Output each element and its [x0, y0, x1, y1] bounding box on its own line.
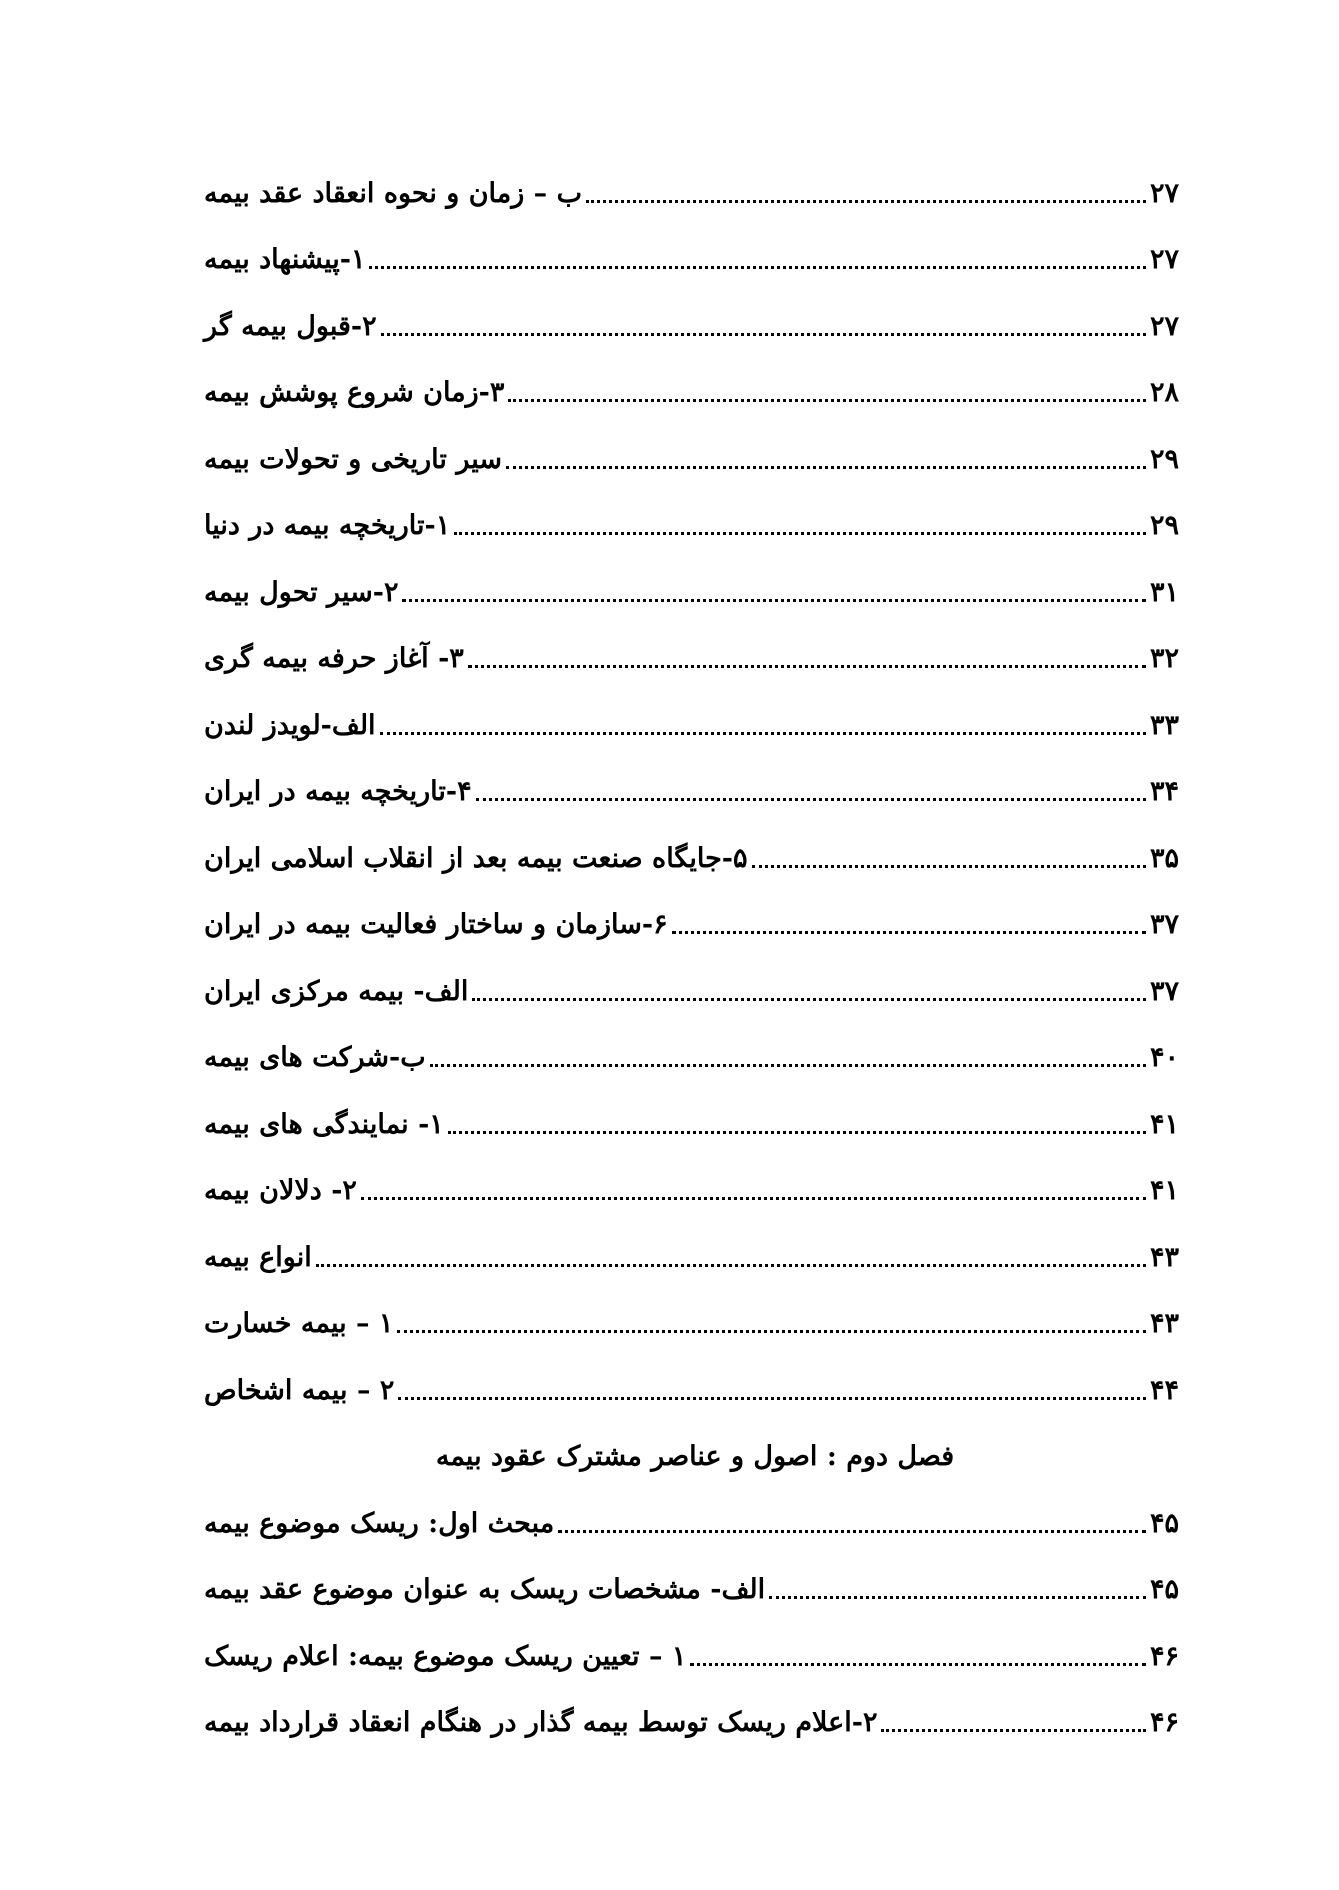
toc-page-number: ۴۶: [1150, 1640, 1180, 1672]
toc-entry-title: ب-شرکت های بیمه: [204, 1042, 426, 1074]
toc-entry[interactable]: [200, 1357, 1190, 1424]
toc-entry[interactable]: [200, 759, 1190, 826]
toc-entry-title: ۱-پیشنهاد بیمه: [204, 244, 366, 276]
toc-entry[interactable]: [200, 1091, 1190, 1158]
toc-entry-title: ۱- نمایندگی های بیمه: [204, 1108, 444, 1140]
toc-page-number: ۲۹: [1150, 443, 1180, 475]
toc-entry-title: ۱-تاریخچه بیمه در دنیا: [204, 510, 451, 542]
toc-page-number: ۳۲: [1150, 643, 1180, 675]
toc-entry-title: ۲ – بیمه اشخاص: [204, 1374, 395, 1406]
toc-page-number: ۴۶: [1150, 1707, 1180, 1739]
toc-entry-title: الف- بیمه مرکزی ایران: [204, 975, 469, 1007]
toc-leader-dots: [672, 931, 1146, 934]
toc-page-number: ۳۵: [1150, 842, 1180, 874]
toc-leader-dots: [402, 599, 1146, 602]
toc-entry[interactable]: [200, 1025, 1190, 1092]
toc-entry[interactable]: [200, 160, 1190, 227]
toc-leader-dots: [397, 1330, 1146, 1333]
toc-leader-dots: [381, 333, 1146, 336]
toc-page-number: ۴۰: [1150, 1042, 1180, 1074]
toc-page-number: ۴۴: [1150, 1374, 1180, 1406]
toc-entry-title: ۶-سازمان و ساختار فعالیت بیمه در ایران: [204, 909, 668, 941]
toc-entry-title: مبحث اول: ریسک موضوع بیمه: [204, 1507, 555, 1539]
toc-page-number: ۳۴: [1150, 776, 1180, 808]
toc-entry-title: ۱ – بیمه خسارت: [204, 1308, 394, 1340]
toc-leader-dots: [398, 1397, 1146, 1400]
toc-entry[interactable]: [200, 1557, 1190, 1624]
toc-entry[interactable]: [200, 958, 1190, 1025]
toc-entry[interactable]: [200, 626, 1190, 693]
toc-leader-dots: [369, 266, 1146, 269]
toc-leader-dots: [316, 1264, 1146, 1267]
toc-entry-title: ۲-سیر تحول بیمه: [204, 576, 399, 608]
toc-leader-dots: [752, 865, 1147, 868]
toc-leader-dots: [448, 1131, 1146, 1134]
toc-leader-dots: [558, 1530, 1146, 1533]
toc-entry-title: انواع بیمه: [204, 1241, 312, 1273]
toc-entry[interactable]: [200, 227, 1190, 294]
table-of-contents: [200, 160, 1190, 1756]
toc-page-number: ۲۷: [1150, 244, 1180, 276]
chapter-heading-title: فصل دوم : اصول و عناصر مشترک عقود بیمه: [435, 1441, 955, 1473]
toc-page-number: ۳۷: [1150, 909, 1180, 941]
toc-entry-title: ۵-جایگاه صنعت بیمه بعد از انقلاب اسلامی ایران: [204, 842, 748, 874]
toc-entry-title: ۴-تاریخچه بیمه در ایران: [204, 776, 472, 808]
toc-entry-title: ۲- دلالان بیمه: [204, 1175, 357, 1207]
toc-entry[interactable]: [200, 692, 1190, 759]
toc-entry-title: ۲-قبول بیمه گر: [204, 310, 377, 342]
toc-leader-dots: [472, 998, 1146, 1001]
toc-page-number: ۳۷: [1150, 975, 1180, 1007]
toc-entry-title: ۲-اعلام ریسک توسط بیمه گذار در هنگام انعقاد قرارداد بیمه: [204, 1707, 878, 1739]
toc-entry[interactable]: [200, 892, 1190, 959]
toc-entry[interactable]: [200, 1158, 1190, 1225]
toc-leader-dots: [361, 1197, 1146, 1200]
toc-entry[interactable]: [200, 493, 1190, 560]
toc-entry-title: الف-لویدز لندن: [204, 709, 376, 741]
toc-entry[interactable]: [200, 1623, 1190, 1690]
toc-page-number: ۴۱: [1150, 1175, 1180, 1207]
toc-leader-dots: [468, 665, 1146, 668]
toc-leader-dots: [430, 1064, 1146, 1067]
toc-page-number: ۴۵: [1150, 1507, 1180, 1539]
toc-page-number: ۲۸: [1150, 377, 1180, 409]
toc-page-number: ۴۳: [1150, 1308, 1180, 1340]
toc-leader-dots: [380, 732, 1146, 735]
toc-leader-dots: [476, 798, 1146, 801]
toc-leader-dots: [586, 200, 1146, 203]
toc-leader-dots: [506, 466, 1146, 469]
toc-entry[interactable]: [200, 426, 1190, 493]
toc-entry[interactable]: [200, 1291, 1190, 1358]
toc-leader-dots: [508, 399, 1146, 402]
toc-entry-title: سیر تاریخی و تحولات بیمه: [204, 443, 502, 475]
toc-leader-dots: [881, 1729, 1146, 1732]
toc-leader-dots: [769, 1596, 1146, 1599]
toc-page-number: ۴۳: [1150, 1241, 1180, 1273]
toc-page-number: ۳۳: [1150, 709, 1180, 741]
toc-entry-title: الف- مشخصات ریسک به عنوان موضوع عقد بیمه: [204, 1574, 766, 1606]
toc-entry[interactable]: [200, 1690, 1190, 1757]
toc-entry[interactable]: [200, 559, 1190, 626]
toc-entry-title: ب – زمان و نحوه انعقاد عقد بیمه: [204, 177, 582, 209]
toc-page-number: ۲۷: [1150, 310, 1180, 342]
toc-leader-dots: [454, 532, 1146, 535]
toc-entry-title: ۳-زمان شروع پوشش بیمه: [204, 377, 505, 409]
toc-leader-dots: [690, 1663, 1146, 1666]
toc-entry[interactable]: [200, 1490, 1190, 1557]
toc-entry-title: ۱ – تعیین ریسک موضوع بیمه: اعلام ریسک: [204, 1640, 687, 1672]
chapter-heading[interactable]: [200, 1424, 1190, 1491]
toc-entry[interactable]: [200, 825, 1190, 892]
toc-entry[interactable]: [200, 1224, 1190, 1291]
toc-entry-title: ۳- آغاز حرفه بیمه گری: [204, 643, 464, 675]
toc-page-number: ۴۱: [1150, 1108, 1180, 1140]
toc-page-number: ۴۵: [1150, 1574, 1180, 1606]
toc-entry[interactable]: [200, 293, 1190, 360]
toc-page-number: ۲۹: [1150, 510, 1180, 542]
toc-page-number: ۳۱: [1150, 576, 1180, 608]
toc-entry[interactable]: [200, 360, 1190, 427]
toc-page-number: ۲۷: [1150, 177, 1180, 209]
